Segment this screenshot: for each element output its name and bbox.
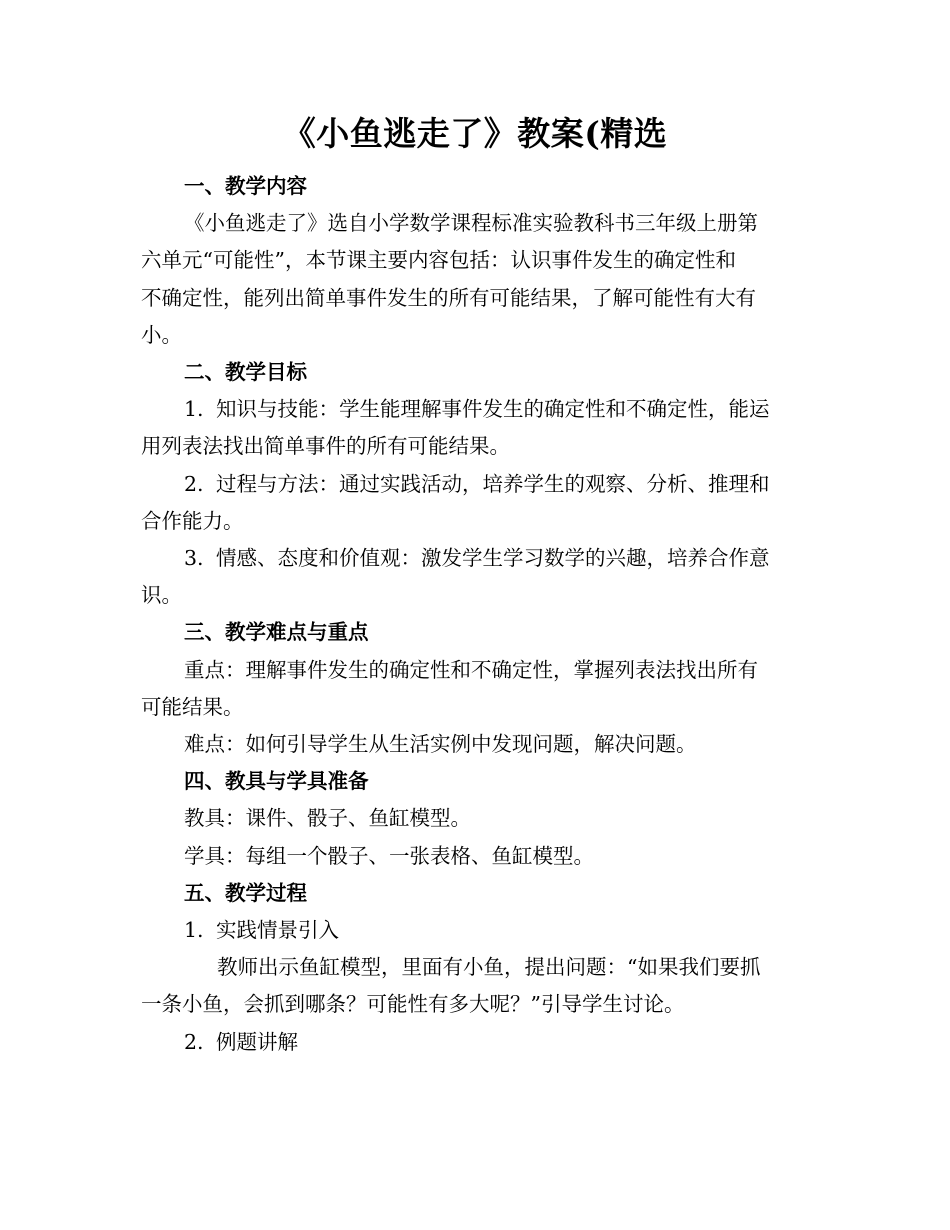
document-title: 《小鱼逃走了》教案(精选 (282, 114, 668, 153)
paragraph-line: 六单元“可能性”，本节课主要内容包括：认识事件发生的确定性和 (141, 248, 736, 273)
section-heading: 四、教具与学具准备 (184, 769, 369, 794)
list-item-text: 知识与技能：学生能理解事件发生的确定性和不确定性，能运 (216, 397, 770, 422)
paragraph-line: 合作能力。 (141, 508, 244, 533)
paragraph-line: 学具：每组一个骰子、一张表格、鱼缸模型。 (184, 843, 594, 868)
list-item-number: 2. (184, 471, 204, 496)
paragraph-line: 小。 (141, 322, 182, 347)
paragraph-line: 可能结果。 (141, 694, 244, 719)
paragraph-line: 识。 (141, 583, 182, 608)
paragraph-line: 不确定性，能列出简单事件发生的所有可能结果，了解可能性有大有 (141, 285, 756, 310)
list-item-number: 1. (184, 918, 204, 943)
paragraph-line: 重点：理解事件发生的确定性和不确定性，掌握列表法找出所有 (184, 657, 758, 682)
list-item (141, 540, 807, 577)
list-item (141, 1024, 807, 1061)
document-body (141, 168, 807, 1061)
paragraph-line: 教师出示鱼缸模型，里面有小鱼，提出问题：“如果我们要抓 (217, 955, 761, 980)
paragraph-line: 《小鱼逃走了》选自小学数学课程标准实验教科书三年级上册第 (184, 211, 758, 236)
section-heading: 二、教学目标 (184, 360, 307, 385)
section-heading: 一、教学内容 (184, 174, 307, 198)
paragraph-line: 用列表法找出简单事件的所有可能结果。 (141, 434, 510, 459)
paragraph-line: 难点：如何引导学生从生活实例中发现问题，解决问题。 (184, 732, 697, 757)
list-item-text: 例题讲解 (216, 1029, 298, 1054)
section-heading: 五、教学过程 (184, 880, 307, 905)
list-item-text: 实践情景引入 (216, 918, 339, 943)
list-item (141, 466, 807, 503)
section-heading: 三、教学难点与重点 (184, 620, 369, 645)
list-item-text: 情感、态度和价值观：激发学生学习数学的兴趣，培养合作意 (216, 546, 770, 571)
paragraph-line: 一条小鱼，会抓到哪条？可能性有多大呢？”引导学生讨论。 (141, 992, 685, 1017)
list-item (141, 912, 807, 949)
list-item-number: 3. (184, 546, 204, 571)
list-item-number: 1. (184, 397, 204, 422)
list-item (141, 391, 807, 428)
paragraph-line: 教具：课件、骰子、鱼缸模型。 (184, 806, 471, 831)
list-item-number: 2. (184, 1029, 204, 1054)
list-item-text: 过程与方法：通过实践活动，培养学生的观察、分析、推理和 (216, 471, 770, 496)
